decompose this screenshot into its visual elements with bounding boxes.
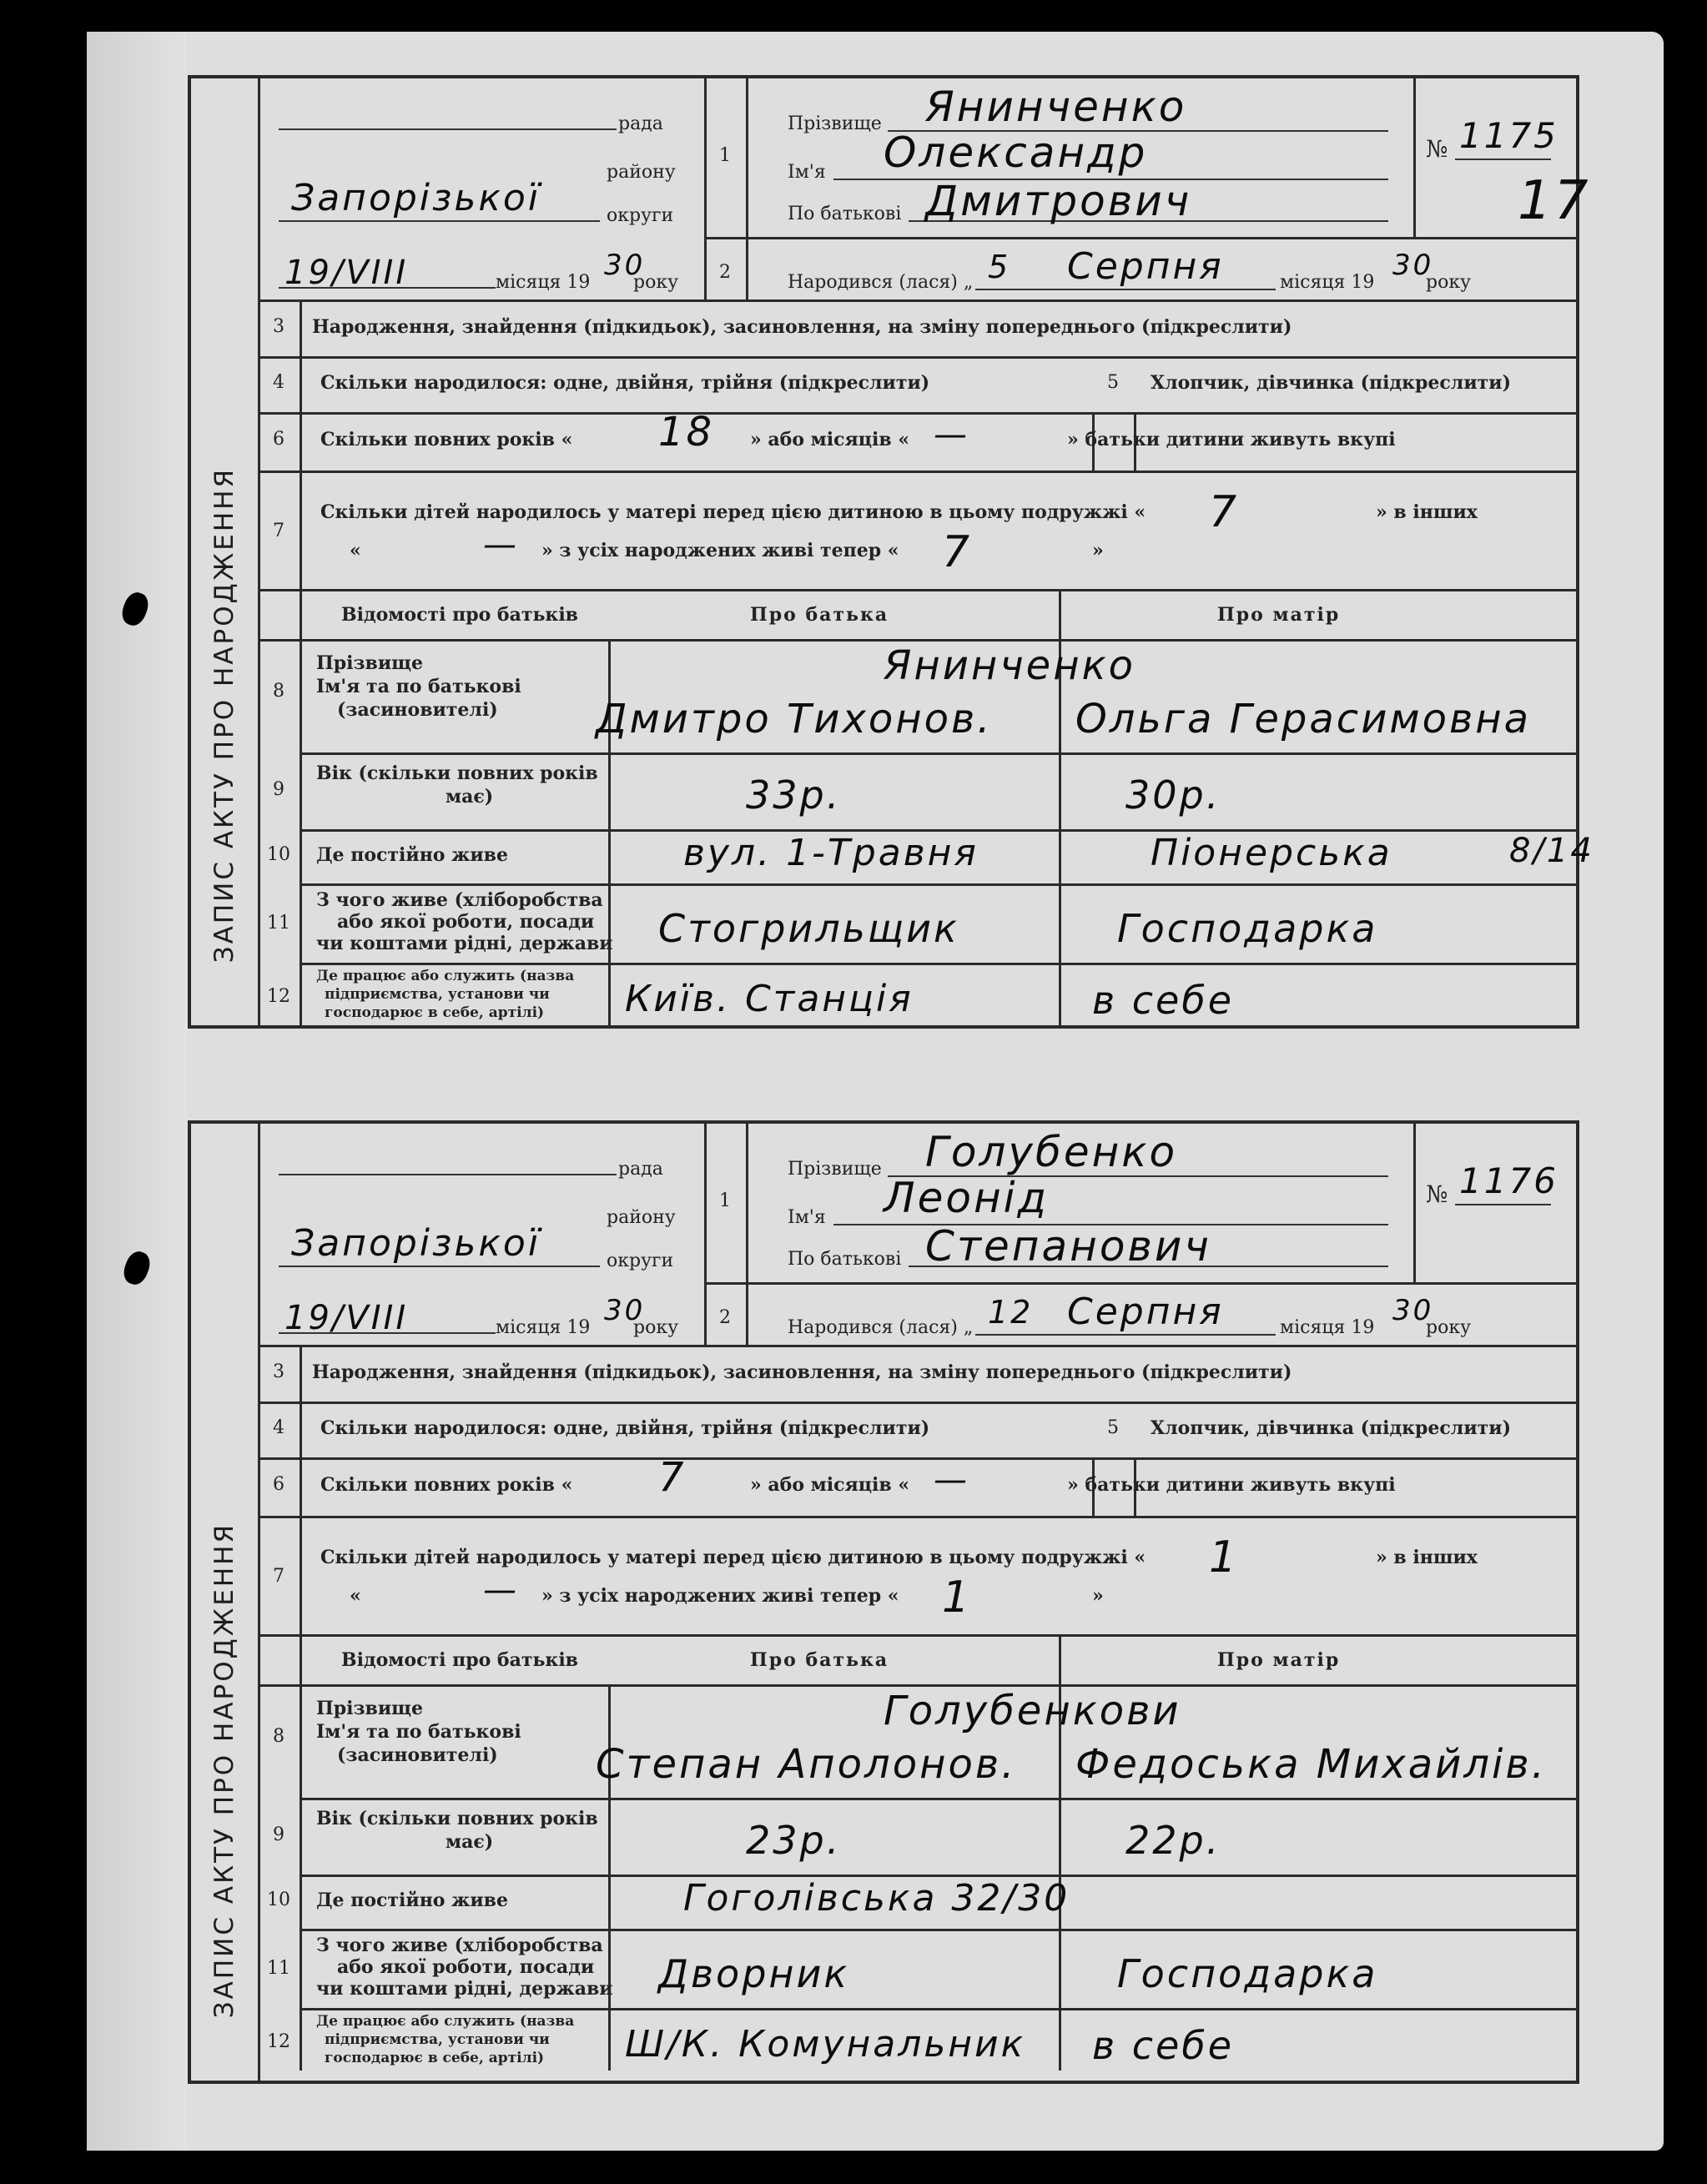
row-sex: Хлопчик, дівчинка (підкреслити) [1151,372,1511,394]
born-month-label: місяця 19 [1280,1317,1375,1338]
record-side-title [191,78,260,1025]
form-text: Ім'я та по батькові [316,676,521,697]
children-alive: 1 [942,1573,973,1623]
form-text: підприємства, установи чи [325,2031,550,2048]
form-text: 3 [273,1361,284,1382]
form-text: Де працює або служить (назва [316,968,575,984]
raion-label: району [607,1207,676,1228]
parents-surname: Голубенкови [884,1688,1181,1734]
table-rule [258,1516,1576,1518]
children-others: — [483,1571,519,1609]
father-residence: вул. 1-Травня [683,832,979,874]
born-month: Серпня [1067,245,1224,288]
mother-occupation: Господарка [1117,906,1378,951]
record-number-label: № [1426,135,1448,163]
born-year-label: року [1426,272,1472,293]
form-text: » або місяців « [750,429,910,450]
father-header: Про батька [750,1649,889,1671]
fill-line [279,1266,600,1267]
mother-age: 22р. [1125,1818,1221,1863]
form-text: має) [446,786,494,808]
child-patronymic: Степанович [925,1222,1211,1271]
registration-date: 19/VIII [284,254,409,292]
form-text: (засиновителі) [337,1744,498,1766]
year-value: 30 [604,249,646,282]
form-text: 9 [273,779,284,800]
mother-occupation: Господарка [1117,1951,1378,1996]
form-text: 4 [273,1417,284,1438]
form-text: господарює в себе, артілі) [325,1004,545,1021]
form-text: » з усіх народжених живі тепер « [541,540,899,561]
form-text: Де постійно живе [316,1890,508,1911]
form-text: » або місяців « [750,1474,910,1496]
table-rule [258,299,1576,302]
born-year: 30 [1392,249,1434,282]
form-text: 7 [273,1566,284,1587]
parents-surname: Янинченко [884,642,1135,689]
father-workplace: Київ. Станція [625,978,914,1020]
fill-line [279,1332,496,1334]
table-rule [1413,78,1416,237]
father-header: Про батька [750,604,889,626]
father-age: 23р. [746,1818,842,1863]
table-rule [258,1684,1576,1687]
form-text: » [1092,1585,1104,1607]
form-text: ЗАПИС АКТУ ПРО НАРОДЖЕННЯ [209,466,239,963]
parents-info-header: Відомості про батьків [341,1649,578,1671]
form-text: Прізвище [316,1698,423,1719]
binding-strip [87,32,187,2151]
born-year-label: року [1426,1317,1472,1338]
form-text: » з усіх народжених живі тепер « [541,1585,899,1607]
form-text: Скільки повних років « [320,1474,573,1496]
form-text: 3 [273,316,284,337]
patronymic-label: По батькові [788,204,902,224]
rada-label: рада [618,1159,663,1180]
form-text: « [350,1585,361,1607]
parents-info-header: Відомості про батьків [341,604,578,626]
table-rule [746,78,748,299]
form-text: З чого живе (хліборобства [316,889,603,911]
mother-header: Про матір [1217,604,1341,626]
child-patronymic: Дмитрович [925,177,1192,225]
raion-label: району [607,162,676,183]
form-text: 9 [273,1824,284,1845]
form-text: » батьки дитини живуть вкупі [1067,429,1396,450]
child-surname: Голубенко [925,1128,1178,1176]
father-full-name: Дмитро Тихонов. [596,696,993,742]
father-occupation: Дворник [658,1951,850,1996]
form-text: Де працює або служить (назва [316,2013,575,2030]
row-sex: Хлопчик, дівчинка (підкреслити) [1151,1417,1511,1439]
name-label: Ім'я [788,1207,826,1228]
record-side-title [191,1124,260,2081]
table-rule [258,1634,1576,1637]
record-number: 1176 [1459,1160,1558,1201]
children-others: — [483,526,519,564]
months-together: — [934,415,969,454]
table-rule [704,1282,1576,1285]
form-text: » батьки дитини живуть вкупі [1067,1474,1396,1496]
form-text: ЗАПИС АКТУ ПРО НАРОДЖЕННЯ [209,1522,239,2018]
father-age: 33р. [746,772,842,818]
form-text: (засиновителі) [337,699,498,721]
form-text: » [1092,540,1104,561]
fill-line [975,1334,1276,1336]
row-birth-type: Народження, знайдення (підкидьок), засиновлення, на зміну попереднього (підкреслити) [312,1361,1292,1383]
fill-line [279,220,600,222]
patronymic-label: По батькові [788,1249,902,1270]
table-rule [258,1401,1576,1404]
born-day: 5 [988,249,1011,285]
form-text: Вік (скільки повних років [316,762,598,784]
children-alive: 7 [942,527,973,577]
table-rule [300,883,1576,886]
form-text: Скільки дітей народилось у матері перед цією дитиною в цьому подружжі « [320,501,1146,523]
form-text: 4 [273,372,284,393]
children-in-marriage: 1 [1209,1532,1240,1583]
form-text: має) [446,1831,494,1853]
fill-line [1455,1204,1551,1205]
table-rule [746,1124,748,1345]
mother-residence: Піонерська [1151,832,1392,874]
table-rule [1413,1124,1416,1282]
child-name: Олександр [884,128,1148,177]
form-text: господарює в себе, артілі) [325,2050,545,2066]
birth-record [188,75,1594,1029]
form-text: 5 [1107,372,1119,393]
mother-full-name: Федоська Михайлів. [1075,1741,1547,1788]
years-together: 18 [658,409,715,455]
child-name: Леонід [884,1174,1050,1222]
born-month-label: місяця 19 [1280,272,1375,293]
form-text: 12 [267,2031,290,2052]
form-text: З чого живе (хліборобства [316,1935,603,1956]
form-text: чи коштами рідні, держави [316,933,613,954]
rada-label: рада [618,113,663,134]
residence-number: 8/14 [1509,832,1594,870]
form-text: 1 [719,1190,731,1211]
record-number-label: № [1426,1180,1448,1208]
okrug-value: Запорізької [291,177,541,219]
mother-age: 30р. [1125,772,1221,818]
form-text: чи коштами рідні, держави [316,1978,613,2000]
table-rule [300,1345,302,2071]
form-text: або якої роботи, посади [337,911,595,933]
form-text: Ім'я та по батькові [316,1721,521,1743]
months-together: — [934,1461,969,1499]
form-text: 10 [267,1890,290,1910]
okrug-label: округи [607,1251,674,1271]
table-rule [300,299,302,1025]
name-label: Ім'я [788,162,826,183]
born-year: 30 [1392,1294,1434,1327]
form-text: 5 [1107,1417,1119,1438]
table-rule [300,1798,1576,1800]
mother-header: Про матір [1217,1649,1341,1671]
table-rule [704,237,1576,239]
form-text: » в інших [1376,501,1478,523]
form-text: 8 [273,681,284,702]
year-label: року [633,272,679,293]
birth-record [188,1120,1579,2084]
table-rule [258,471,1576,473]
table-rule [258,356,1576,359]
table-rule [258,639,1576,642]
form-text: 6 [273,429,284,450]
record-number: 1175 [1459,115,1558,156]
form-text: 12 [267,986,290,1007]
row-count-born: Скільки народилося: одне, двійня, трійня (підкреслити) [320,1417,930,1439]
born-label: Народився (лася) „ [788,1317,974,1338]
month-label: місяця 19 [496,1317,591,1338]
year-label: року [633,1317,679,1338]
form-text: або якої роботи, посади [337,1956,595,1978]
form-text: Вік (скільки повних років [316,1808,598,1829]
form-text: « [350,540,361,561]
father-full-name: Степан Аполонов. [596,1741,1017,1788]
row-count-born: Скільки народилося: одне, двійня, трійня (підкреслити) [320,372,930,394]
registration-date: 19/VIII [284,1299,409,1337]
okrug-label: округи [607,205,674,226]
fill-line [279,287,496,289]
born-label: Народився (лася) „ [788,272,974,293]
form-text: підприємства, установи чи [325,986,550,1003]
table-rule [258,1457,1576,1460]
table-rule [300,963,1576,965]
form-text: 2 [719,1307,731,1328]
form-text: Де постійно живе [316,844,508,866]
table-rule [300,2008,1576,2010]
fill-line [279,128,617,130]
form-text: Скільки дітей народилось у матері перед цією дитиною в цьому подружжі « [320,1547,1146,1568]
father-workplace: Ш/К. Комунальник [625,2023,1026,2066]
children-in-marriage: 7 [1209,487,1240,537]
father-occupation: Стогрильщик [658,906,959,951]
form-text: 11 [267,913,290,933]
years-together: 7 [658,1454,687,1501]
form-text: 11 [267,1958,290,1979]
month-label: місяця 19 [496,272,591,293]
fill-line [975,289,1276,290]
form-text: 2 [719,262,731,283]
surname-label: Прізвище [788,113,882,134]
born-month: Серпня [1067,1291,1224,1333]
mother-full-name: Ольга Герасимовна [1075,696,1532,742]
table-rule [300,752,1576,755]
row-birth-type: Народження, знайдення (підкидьок), засиновлення, на зміну попереднього (підкреслити) [312,316,1292,338]
table-rule [258,589,1576,591]
corner-mark: 17 [1518,170,1591,232]
mother-workplace: в себе [1092,2023,1234,2068]
form-text: 6 [273,1474,284,1495]
table-rule [258,1345,1576,1347]
form-text: 7 [273,521,284,541]
form-text: 10 [267,844,290,865]
form-text: 1 [719,145,731,166]
child-surname: Янинченко [925,83,1187,131]
surname-label: Прізвище [788,1159,882,1180]
mother-workplace: в себе [1092,978,1234,1023]
okrug-value: Запорізької [291,1222,541,1265]
year-value: 30 [604,1294,646,1327]
born-day: 12 [988,1294,1034,1331]
fill-line [1455,159,1551,160]
form-text: » в інших [1376,1547,1478,1568]
fill-line [279,1174,617,1175]
form-text: Скільки повних років « [320,429,573,450]
form-text: 8 [273,1726,284,1747]
father-residence: Гоголівська 32/30 [683,1877,1070,1920]
table-rule [258,412,1576,415]
form-text: Прізвище [316,652,423,674]
table-rule [300,1929,1576,1931]
